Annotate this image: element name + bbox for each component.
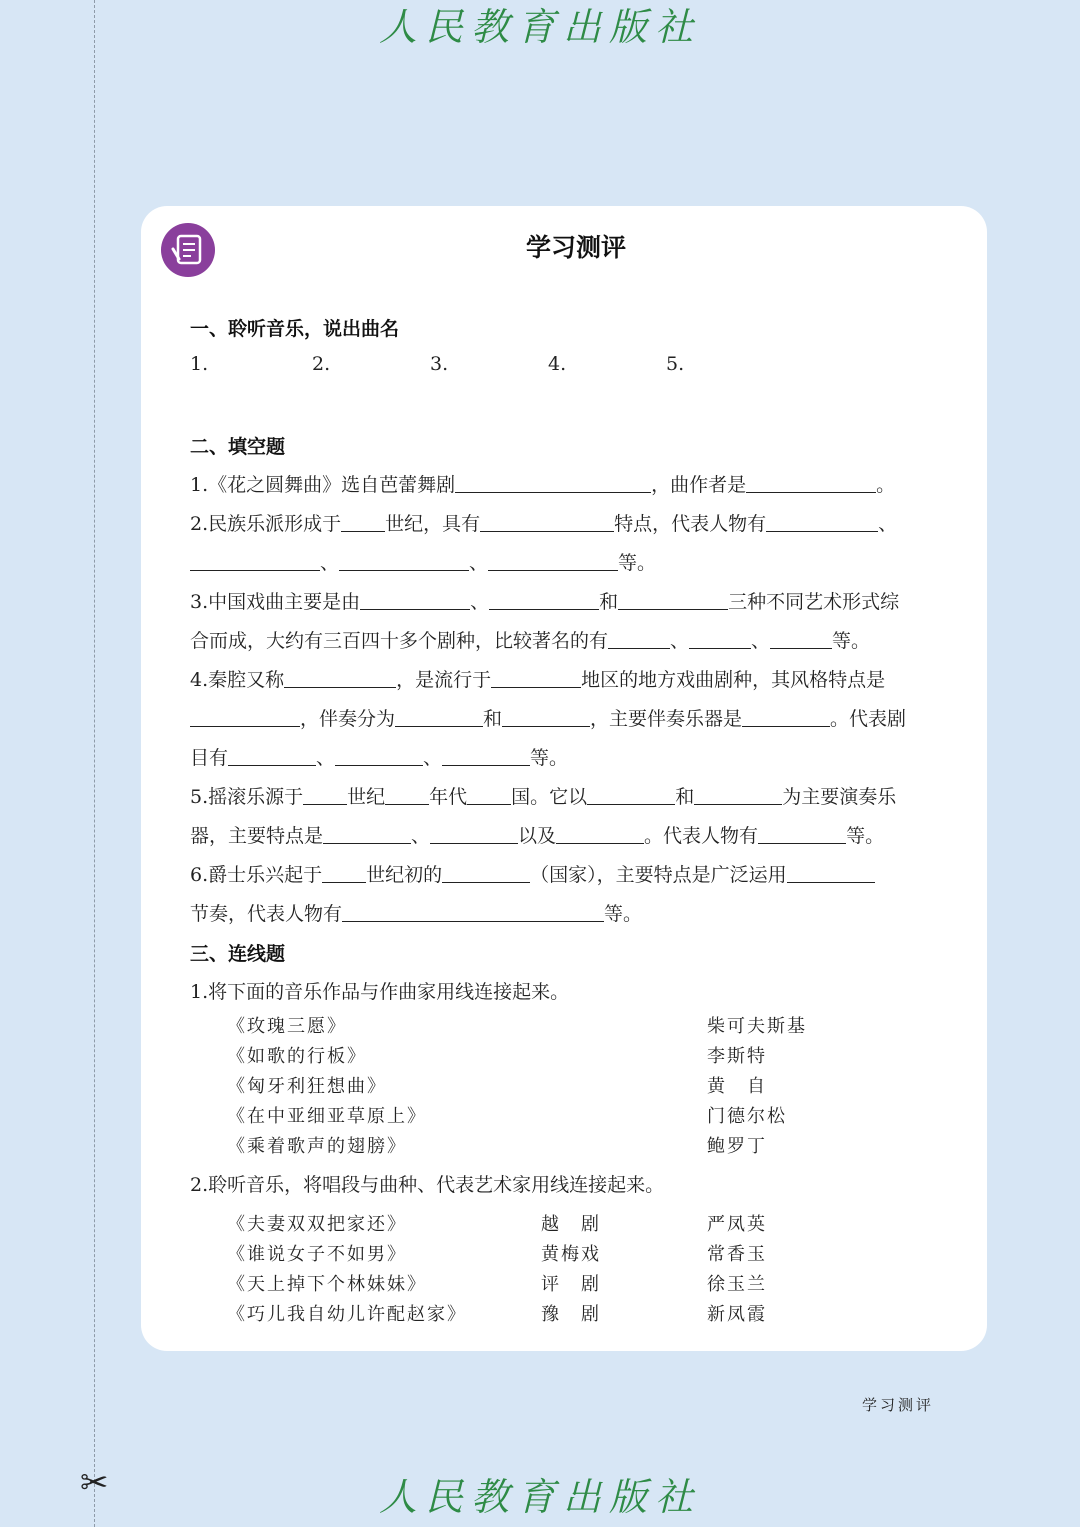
q1-text: ，曲作者是 [651,474,747,496]
q3-text: 等。 [832,630,871,652]
card-title: 学习测评 [525,233,626,262]
listen-item-2: 2. [312,353,331,375]
q4-text: 、 [423,747,443,769]
work-item[interactable]: 《匈牙利狂想曲》 [227,1076,387,1097]
q3-text: 、 [751,630,771,652]
piece-item[interactable]: 《谁说女子不如男》 [227,1244,407,1265]
listen-item-5: 5. [666,353,685,375]
q2-text: 、 [878,513,898,535]
fill-q5-line2 [190,821,884,848]
composer-item[interactable]: 鲍罗丁 [707,1136,767,1157]
fill-q4-line3 [190,743,568,770]
work-item[interactable]: 《在中亚细亚草原上》 [227,1106,427,1127]
listen-item-1: 1. [190,353,209,375]
blank[interactable] [360,591,470,610]
blank[interactable] [758,825,846,844]
fill-q3-line2 [190,626,870,653]
q3-text: 三种不同艺术形式综 [728,591,900,613]
publisher-logo-top: 人民教育出版社 [378,5,701,49]
q5-text: 国。它以 [511,786,588,808]
artist-item[interactable]: 新凤霞 [707,1304,767,1325]
q5-text: 等。 [846,825,885,847]
q2-text: 特点，代表人物有 [614,513,767,535]
q1-text: 1.《花之圆舞曲》选自芭蕾舞剧 [190,474,456,496]
genre-item[interactable]: 豫 剧 [541,1304,601,1325]
blank[interactable] [385,786,429,805]
work-item[interactable]: 《玫瑰三愿》 [227,1016,347,1037]
blank[interactable] [190,552,320,571]
fill-q4-line1 [190,665,885,692]
fill-q6-line2 [190,899,642,926]
blank[interactable] [442,864,530,883]
q3-text: 3.中国戏曲主要是由 [190,591,361,613]
blank[interactable] [502,708,590,727]
q2-text: 等。 [618,552,657,574]
composer-item[interactable]: 黄 自 [707,1076,767,1097]
q6-text: （国家），主要特点是广泛运用 [530,864,787,886]
blank[interactable] [341,513,385,532]
blank[interactable] [770,630,832,649]
composer-item[interactable]: 门德尔松 [707,1106,787,1127]
genre-item[interactable]: 越 剧 [541,1214,601,1235]
q3-text: 和 [599,591,619,613]
section1-heading: 一、聆听音乐，说出曲名 [190,318,400,340]
fill-q2-line2 [190,548,656,575]
section2-heading: 二、填空题 [190,436,286,458]
q4-text: ，主要伴奏乐器是 [590,708,743,730]
blank[interactable] [618,591,728,610]
q2-text: 2.民族乐派形成于 [190,513,342,535]
blank[interactable] [190,708,300,727]
match-q1-prompt: 1.将下面的音乐作品与作曲家用线连接起来。 [190,981,570,1003]
q6-text: 等。 [604,903,643,925]
q5-text: 世纪 [347,786,386,808]
blank[interactable] [467,786,511,805]
q3-text: 合而成，大约有三百四十多个剧种，比较著名的有 [190,630,609,652]
q5-text: 以及 [518,825,557,847]
q3-text: 、 [670,630,690,652]
publisher-logo-bottom: 人民教育出版社 [378,1475,701,1519]
fill-q3-line1 [190,587,899,614]
match-q2-prompt: 2.聆听音乐，将唱段与曲种、代表艺术家用线连接起来。 [190,1174,665,1196]
q4-text: ，伴奏分为 [300,708,396,730]
blank[interactable] [342,903,604,922]
blank[interactable] [322,864,366,883]
fill-q6-line1 [190,860,875,887]
piece-item[interactable]: 《巧儿我自幼儿许配赵家》 [227,1304,467,1325]
q5-text: 。代表人物有 [644,825,759,847]
blank[interactable] [442,747,530,766]
q4-text: 、 [316,747,336,769]
composer-item[interactable]: 李斯特 [707,1046,767,1067]
q5-text: 、 [411,825,431,847]
composer-item[interactable]: 柴可夫斯基 [707,1016,807,1037]
blank[interactable] [587,786,675,805]
blank[interactable] [489,591,599,610]
work-item[interactable]: 《乘着歌声的翅膀》 [227,1136,407,1157]
q4-text: 地区的地方戏曲剧种，其风格特点是 [581,669,886,691]
q6-text: 节奏，代表人物有 [190,903,343,925]
artist-item[interactable]: 徐玉兰 [707,1274,767,1295]
q4-text: 4.秦腔又称 [190,669,285,691]
listen-item-3: 3. [430,353,449,375]
blank[interactable] [430,825,518,844]
blank[interactable] [694,786,782,805]
blank[interactable] [491,669,581,688]
listen-item-4: 4. [548,353,567,375]
q4-text: 等。 [530,747,569,769]
cut-line [94,0,95,1527]
q5-text: 年代 [429,786,468,808]
q6-text: 6.爵士乐兴起于 [190,864,323,886]
q3-text: 、 [470,591,490,613]
q4-text: 和 [483,708,503,730]
fill-q1 [190,470,895,497]
fill-q4-line2 [190,704,906,731]
fill-q5-line1 [190,782,896,809]
blank[interactable] [284,669,396,688]
blank[interactable] [488,552,618,571]
artist-item[interactable]: 常香玉 [707,1244,767,1265]
assessment-card [141,206,987,1351]
artist-item[interactable]: 严凤英 [707,1214,767,1235]
q5-text: 为主要演奏乐 [782,786,897,808]
piece-item[interactable]: 《天上掉下个林妹妹》 [227,1274,427,1295]
blank[interactable] [455,474,651,493]
q5-text: 器，主要特点是 [190,825,324,847]
section3-heading: 三、连线题 [190,943,286,965]
blank[interactable] [323,825,411,844]
blank[interactable] [766,513,878,532]
blank[interactable] [689,630,751,649]
q4-text: 目有 [190,747,229,769]
blank[interactable] [742,708,830,727]
blank[interactable] [335,747,423,766]
blank[interactable] [787,864,875,883]
q2-text: 、 [320,552,340,574]
scissors-icon: ✂ [80,1463,109,1503]
blank[interactable] [746,474,876,493]
piece-item[interactable]: 《夫妻双双把家还》 [227,1214,407,1235]
fill-q2-line1 [190,509,897,536]
blank[interactable] [228,747,316,766]
blank[interactable] [556,825,644,844]
q2-text: 、 [469,552,489,574]
genre-item[interactable]: 评 剧 [541,1274,601,1295]
genre-item[interactable]: 黄梅戏 [541,1244,601,1265]
q1-text: 。 [876,474,896,496]
q5-text: 和 [675,786,695,808]
q6-text: 世纪初的 [366,864,443,886]
blank[interactable] [339,552,469,571]
work-item[interactable]: 《如歌的行板》 [227,1046,367,1067]
blank[interactable] [395,708,483,727]
q4-text: 。代表剧 [830,708,907,730]
blank[interactable] [480,513,614,532]
footer-label: 学习测评 [862,1396,935,1414]
q2-text: 世纪，具有 [385,513,481,535]
blank[interactable] [303,786,347,805]
q4-text: ，是流行于 [396,669,492,691]
blank[interactable] [608,630,670,649]
q5-text: 5.摇滚乐源于 [190,786,304,808]
